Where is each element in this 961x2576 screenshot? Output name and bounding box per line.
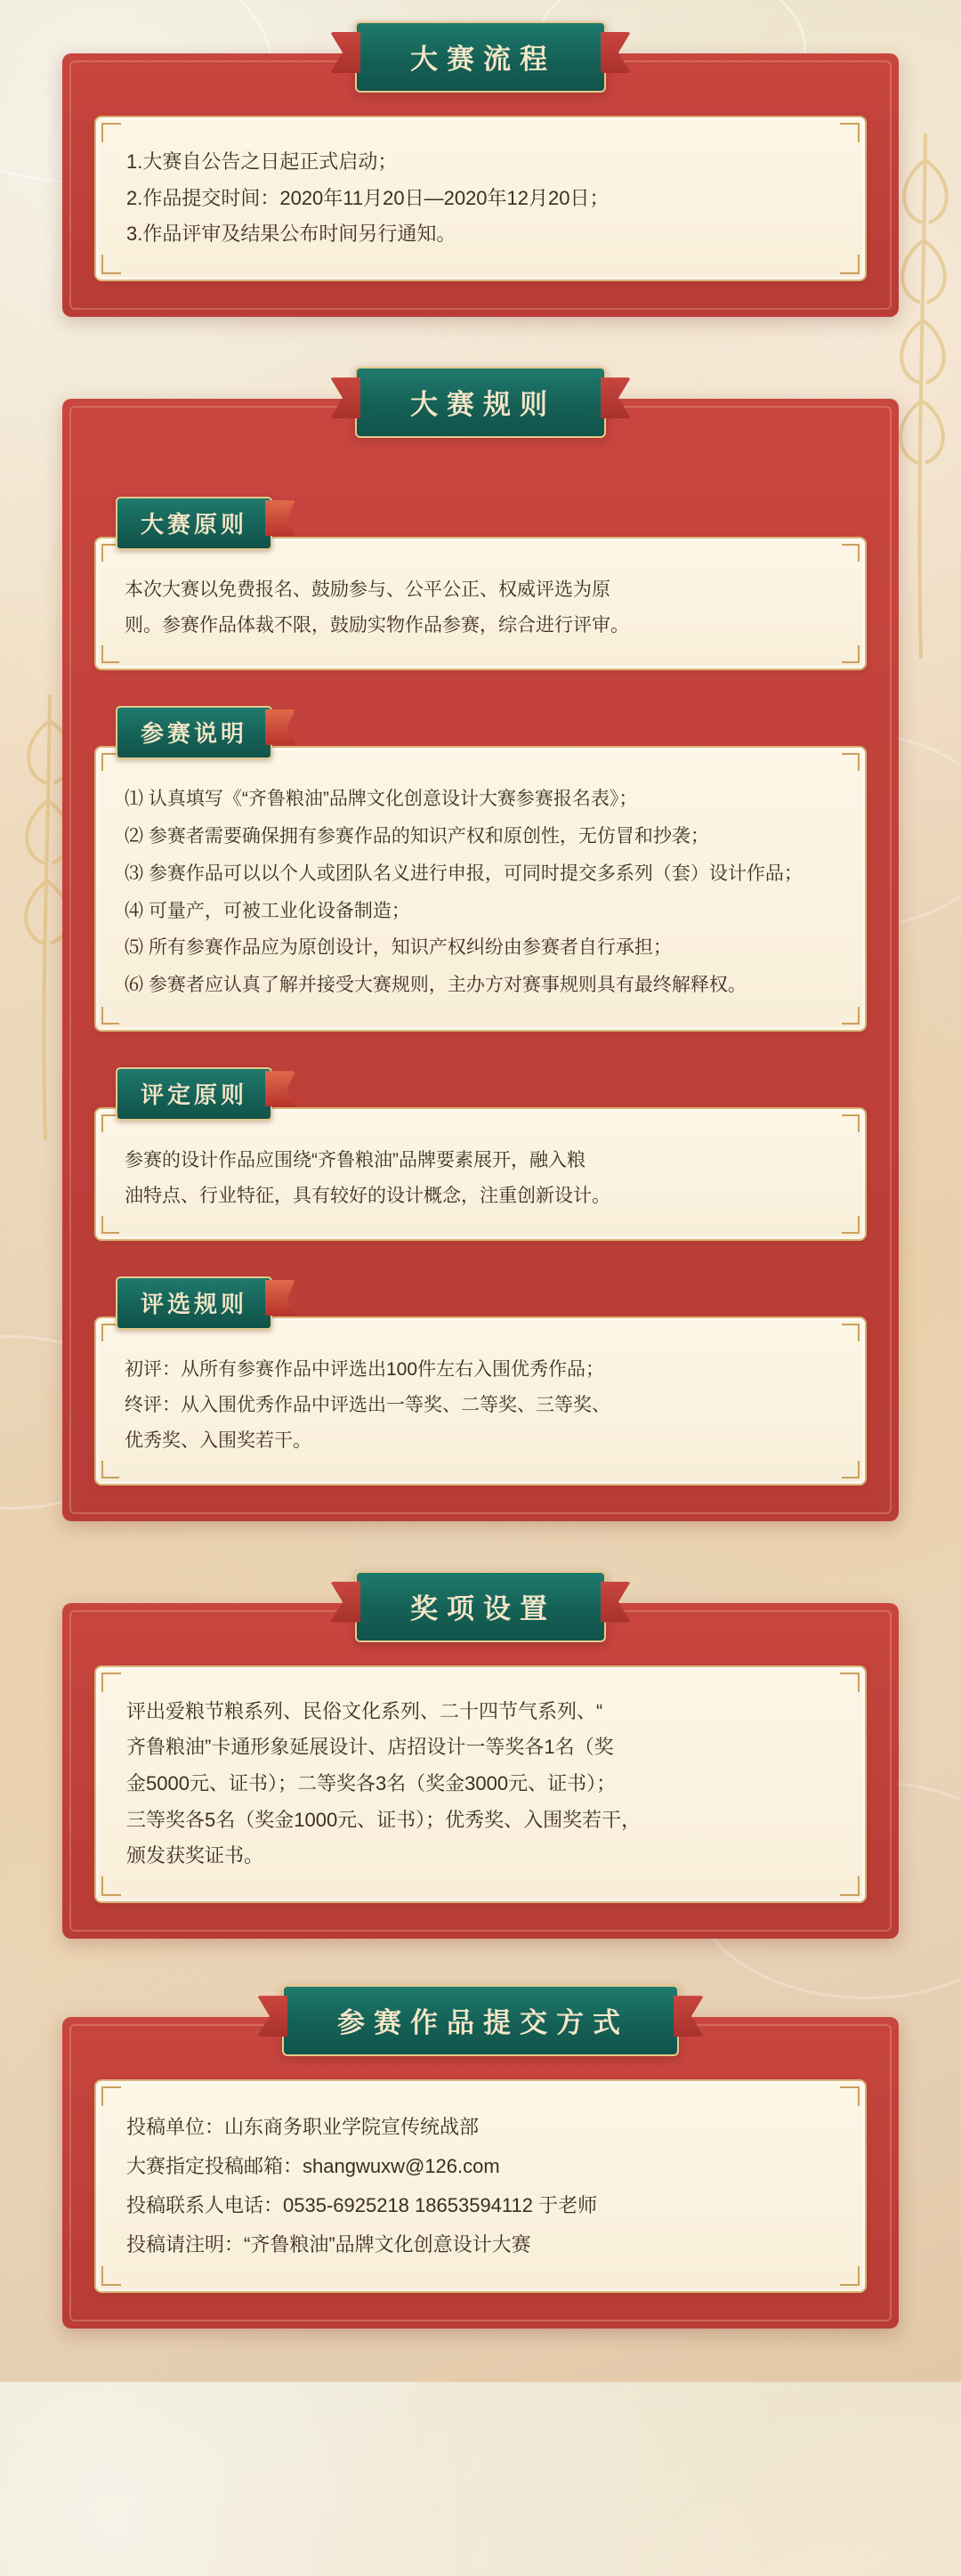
- awards-content: [94, 1665, 867, 1903]
- text-line: 油特点、行业特征，具有较好的设计概念，注重创新设计。: [125, 1186, 610, 1207]
- awards-line: 颁发获奖证书。: [126, 1844, 264, 1867]
- list-item: ⑵ 参赛者需要确保拥有参赛作品的知识产权和原创性，无仿冒和抄袭；: [125, 825, 709, 847]
- ribbon-knot-icon: [265, 1280, 295, 1316]
- section-flow: [62, 44, 899, 317]
- rules-title: 大赛规则: [410, 389, 556, 421]
- ribbon-tail-right: [601, 32, 631, 73]
- submission-line: 投稿单位：山东商务职业学院宣传统战部: [126, 2116, 480, 2139]
- awards-line: 三等奖各5名（奖金1000元、证书）；优秀奖、入围奖若干，: [126, 1808, 642, 1831]
- flow-line: 3.作品评审及结果公布时间另行通知。: [126, 223, 456, 246]
- text-line: 参赛的设计作品应围绕“齐鲁粮油”品牌要素展开，融入粮: [125, 1150, 585, 1171]
- flow-line: 1.大赛自公告之日起正式启动；: [126, 150, 398, 173]
- awards-line: 评出爱粮节粮系列、民俗文化系列、二十四节气系列、“: [126, 1699, 603, 1722]
- subsection-label: 大赛原则: [116, 497, 272, 550]
- subsection-body: [94, 746, 867, 1032]
- subsection-judging-principles: [94, 1067, 867, 1241]
- flow-content: [94, 116, 867, 281]
- list-item: ⑹ 参赛者应认真了解并接受大赛规则，主办方对赛事规则具有最终解释权。: [125, 975, 747, 996]
- submission-email-line: 大赛指定投稿邮箱：shangwuxw@126.com: [126, 2155, 500, 2178]
- awards-line: 齐鲁粮油”卡通形象延展设计、店招设计一等奖各1名（奖: [126, 1736, 614, 1759]
- subsection-label: 参赛说明: [116, 706, 272, 759]
- ribbon-tail-left: [257, 1996, 287, 2037]
- text-line: 则。参赛作品体裁不限，鼓励实物作品参赛，综合进行评审。: [125, 614, 629, 636]
- ribbon-knot-icon: [265, 500, 295, 536]
- list-item: ⑴ 认真填写《“齐鲁粮油”品牌文化创意设计大赛参赛报名表》；: [125, 788, 638, 809]
- section-awards: [62, 1592, 899, 1939]
- submission-title-ribbon: [62, 1985, 899, 2056]
- flow-line: 2.作品提交时间：2020年11月20日—2020年12月20日；: [126, 186, 610, 209]
- ribbon-tail-right: [674, 1996, 704, 2037]
- ribbon-knot-icon: [265, 709, 295, 745]
- rules-title-ribbon: [62, 367, 899, 438]
- ribbon-tail-right: [601, 377, 631, 418]
- submission-phone-line: 投稿联系人电话：0535-6925218 18653594112 于老师: [126, 2194, 598, 2217]
- awards-line: 金5000元、证书）；二等奖各3名（奖金3000元、证书）；: [126, 1772, 617, 1795]
- awards-title-ribbon: [62, 1571, 899, 1642]
- submission-title: 参赛作品提交方式: [337, 2007, 629, 2039]
- ribbon-knot-icon: [265, 1071, 295, 1106]
- subsection-body: [94, 1107, 867, 1241]
- ribbon-tail-right: [601, 1582, 631, 1623]
- list-item: ⑶ 参赛作品可以以个人或团队名义进行申报，可同时提交多系列（套）设计作品；: [125, 863, 803, 884]
- instruction-list: [125, 782, 836, 1003]
- list-item: ⑸ 所有参赛作品应为原创设计，知识产权纠纷由参赛者自行承担；: [125, 937, 672, 959]
- submission-content: [94, 2079, 867, 2293]
- section-submission: [62, 2007, 899, 2329]
- ribbon-tail-left: [330, 1582, 360, 1623]
- submission-note-line: 投稿请注明：“齐鲁粮油”品牌文化创意设计大赛: [126, 2233, 531, 2256]
- subsection-principles: [94, 497, 867, 670]
- section-rules: [62, 389, 899, 1521]
- ribbon-tail-left: [330, 377, 360, 418]
- text-line: 终评：从入围优秀作品中评选出一等奖、二等奖、三等奖、: [125, 1394, 610, 1415]
- flow-title: 大赛流程: [410, 44, 556, 75]
- text-line: 本次大赛以免费报名、鼓励参与、公平公正、权威评选为原: [125, 579, 610, 601]
- subsection-label: 评选规则: [116, 1276, 272, 1330]
- text-line: 优秀奖、入围奖若干。: [125, 1430, 311, 1451]
- subsection-body: [94, 537, 867, 670]
- list-item: ⑷ 可量产，可被工业化设备制造；: [125, 900, 410, 921]
- ribbon-tail-left: [330, 32, 360, 73]
- text-line: 初评：从所有参赛作品中评选出100件左右入围优秀作品；: [125, 1358, 605, 1380]
- flow-title-ribbon: [62, 21, 899, 93]
- subsection-instructions: [94, 706, 867, 1032]
- subsection-body: [94, 1316, 867, 1486]
- subsection-label: 评定原则: [116, 1067, 272, 1121]
- subsection-selection-rules: [94, 1276, 867, 1486]
- awards-title: 奖项设置: [410, 1592, 556, 1624]
